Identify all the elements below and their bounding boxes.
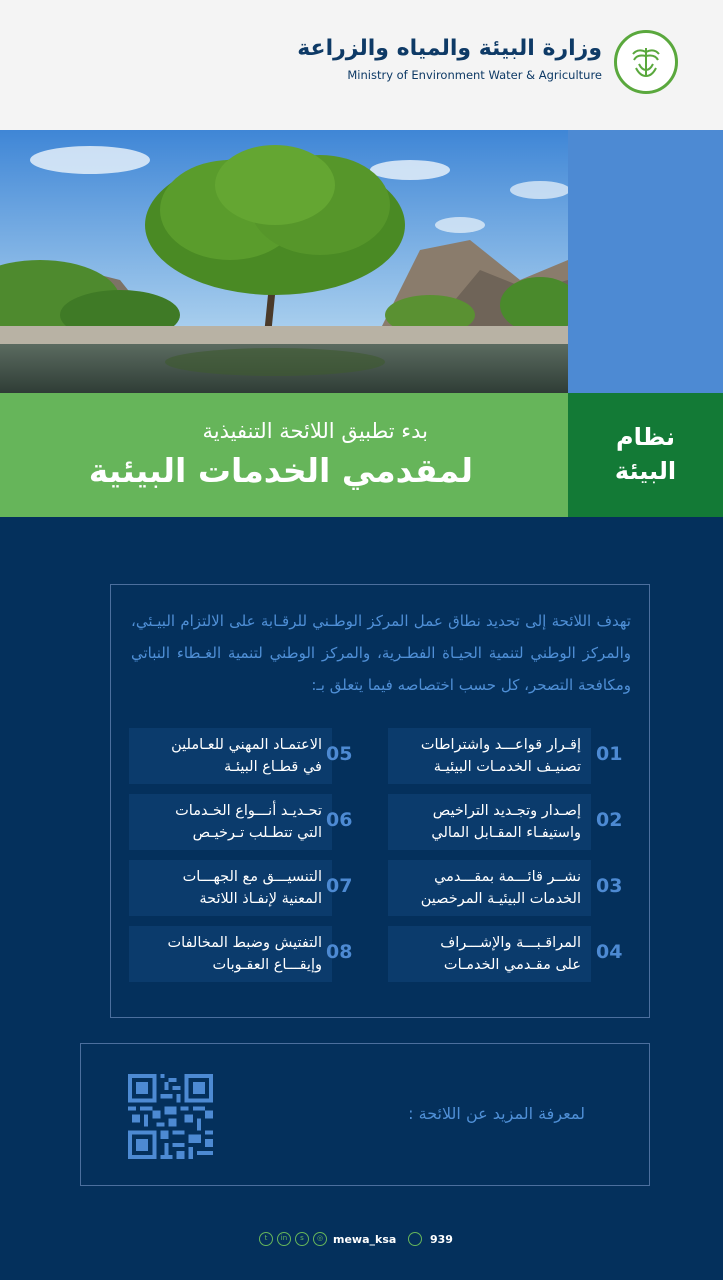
list-item-number: 08	[326, 941, 353, 963]
list-item-number: 01	[596, 743, 623, 765]
list-item-text: إصـدار وتجـديد التراخيص واستيفـاء المقـابل المالي	[431, 803, 581, 841]
hero-image	[0, 130, 568, 393]
system-label-line2: البيئة	[614, 457, 677, 485]
list-item-text: المراقـبـــة والإشـــراف على مقـدمي الخدمـات	[440, 935, 581, 973]
list-item	[388, 860, 591, 916]
snapchat-icon[interactable]: s	[295, 1232, 309, 1246]
list-item-text: تحـديـد أنـــواع الخـدمات التي تتطـلب تـرخيـص	[175, 803, 322, 841]
list-item-text: التفتيش وضبط المخالفات وإيقـــاع العقـوبات	[167, 935, 322, 973]
intro-paragraph: تهدف اللائحة إلى تحديد نطاق عمل المركز الوطـني للرقـابة على الالتزام البيـئي، والمركز الوطني لتنمية الحيـاة الفطـرية، والمركز الوطني لتنمية الغـطاء النباتي ومكافحة التصحر، كل حسب اختصاصه فيما يتعلق بـ:	[131, 612, 631, 694]
list-item-number: 05	[326, 743, 353, 765]
list-item	[388, 926, 591, 982]
list-item	[129, 728, 332, 784]
more-info-label: لمعرفة المزيد عن اللائحة :	[408, 1104, 585, 1123]
list-item-text: نشــر قائـــمة بمقـــدمي الخدمات البيئيـة المرخصين	[420, 869, 581, 907]
list-item	[129, 794, 332, 850]
list-item-text: التنسيـــق مع الجهـــات المعنية لإنفـاذ اللائحة	[182, 869, 322, 907]
list-item-number: 03	[596, 875, 623, 897]
regulation-scope-frame	[110, 584, 650, 1018]
twitter-icon[interactable]: t	[259, 1232, 273, 1246]
banner-title: لمقدمي الخدمات البيئية	[88, 451, 473, 490]
ministry-logo-icon	[614, 30, 678, 94]
linkedin-icon[interactable]: in	[277, 1232, 291, 1246]
list-item-number: 04	[596, 941, 623, 963]
list-item	[129, 926, 332, 982]
list-item	[388, 794, 591, 850]
ministry-name-english: Ministry of Environment Water & Agriculture	[347, 68, 602, 82]
blue-accent-block	[568, 130, 723, 393]
list-item-text: إقـرار قواعـــد واشتراطات تصنيـف الخدمـات البيئيـة	[420, 737, 581, 775]
phone-number[interactable]: 939	[430, 1233, 453, 1246]
banner-subtitle: بدء تطبيق اللائحة التنفيذية	[202, 419, 428, 443]
phone-icon	[408, 1232, 422, 1246]
list-item-number: 07	[326, 875, 353, 897]
footer	[0, 1230, 723, 1252]
list-item-number: 02	[596, 809, 623, 831]
system-label-block	[568, 393, 723, 517]
list-item	[129, 860, 332, 916]
header	[0, 0, 723, 130]
title-band	[0, 393, 568, 517]
qr-code-icon[interactable]	[128, 1074, 213, 1159]
instagram-icon[interactable]: ◎	[313, 1232, 327, 1246]
list-item	[388, 728, 591, 784]
list-item-text: الاعتمـاد المهني للعـاملين في قطـاع البيئـة	[171, 737, 322, 775]
more-info-frame	[80, 1043, 650, 1186]
ministry-name-arabic: وزارة البيئة والمياه والزراعة	[297, 36, 602, 61]
list-item-number: 06	[326, 809, 353, 831]
system-label-line1: نظام	[616, 423, 675, 451]
social-handle[interactable]: mewa_ksa	[333, 1233, 397, 1246]
